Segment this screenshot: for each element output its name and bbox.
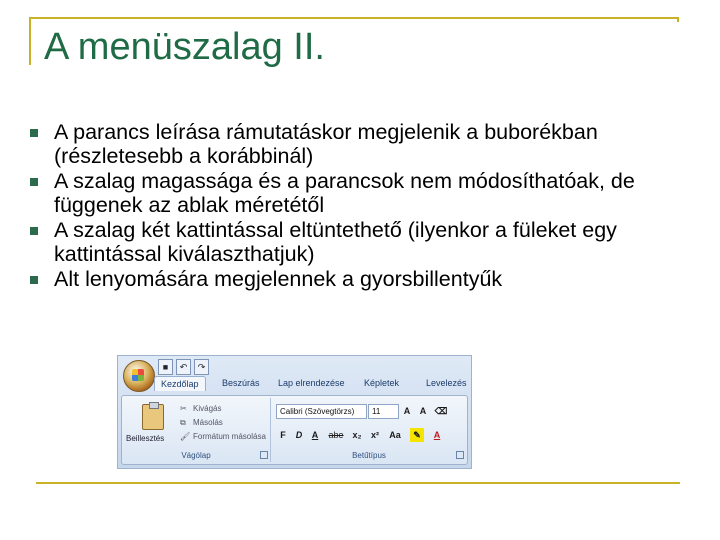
paste-button-label[interactable]: Beillesztés: [126, 434, 165, 443]
bottom-rule: [36, 482, 680, 484]
redo-icon[interactable]: ↷: [194, 359, 209, 375]
bullet-text: A szalag magassága és a parancsok nem módosíthatóak, de függenek az ablak méretétől: [54, 169, 635, 217]
tab-formulas[interactable]: Képletek: [364, 378, 400, 388]
font-group-label: Betűtípus: [352, 451, 386, 460]
clipboard-group-label: Vágólap: [181, 451, 211, 460]
tab-insert[interactable]: Beszúrás: [222, 378, 260, 388]
clear-format-icon[interactable]: ⌫: [434, 406, 448, 416]
clipboard-launcher-icon[interactable]: [260, 451, 268, 459]
save-icon[interactable]: ■: [158, 359, 173, 375]
subscript-button[interactable]: x₂: [352, 430, 362, 440]
format-painter-button[interactable]: [180, 432, 266, 441]
undo-icon[interactable]: ↶: [176, 359, 191, 375]
font-color-icon[interactable]: A: [433, 430, 441, 440]
font-launcher-icon[interactable]: [456, 451, 464, 459]
bullet-item: [30, 169, 710, 217]
quick-access-toolbar: [158, 359, 209, 375]
clipboard-group: [122, 398, 271, 462]
bullet-text: Alt lenyomására megjelennek a gyorsbillentyűk: [54, 267, 503, 291]
italic-button[interactable]: D: [295, 430, 303, 440]
cut-label: Kivágás: [193, 404, 222, 413]
scissors-icon: ✂: [180, 404, 187, 414]
cut-button[interactable]: [180, 404, 221, 413]
tab-page-layout[interactable]: Lap elrendezése: [278, 378, 345, 388]
paste-icon[interactable]: [142, 404, 164, 430]
ribbon-body: [121, 395, 468, 465]
bullet-item: [30, 120, 710, 168]
bold-button[interactable]: F: [280, 430, 286, 440]
office-button-icon[interactable]: [123, 360, 155, 392]
format-painter-label: Formátum másolása: [193, 432, 266, 441]
font-size-select[interactable]: 11: [368, 404, 399, 419]
superscript-button[interactable]: x²: [370, 430, 379, 440]
bullet-item: [30, 267, 710, 291]
underline-button[interactable]: A: [311, 430, 319, 440]
copy-button[interactable]: [180, 418, 223, 427]
bullet-text: A parancs leírása rámutatáskor megjelenik a buborékban (részletesebb a korábbinál): [54, 120, 598, 168]
bullet-square-icon: [30, 227, 38, 235]
frame-right-tick: [677, 17, 679, 22]
copy-icon: ⧉: [180, 418, 186, 428]
frame-left-line: [29, 17, 31, 65]
bullet-square-icon: [30, 276, 38, 284]
copy-label: Másolás: [193, 418, 223, 427]
shrink-font-icon[interactable]: A: [419, 406, 427, 416]
ribbon-screenshot: [117, 355, 472, 469]
brush-icon: 🖌: [180, 432, 191, 442]
bullet-square-icon: [30, 129, 38, 137]
highlight-color-icon[interactable]: ✎: [410, 428, 424, 442]
bullet-list: [30, 120, 710, 292]
tab-home[interactable]: Kezdőlap: [154, 376, 206, 391]
font-group: [272, 398, 466, 462]
strikethrough-button[interactable]: abe: [328, 430, 344, 440]
change-case-button[interactable]: Aa: [389, 430, 401, 440]
slide-title: A menüszalag II.: [44, 26, 325, 68]
bullet-text: A szalag két kattintással eltüntethető (ilyenkor a füleket egy kattintással kiválaszthatjuk): [54, 218, 617, 266]
bullet-item: [30, 218, 710, 266]
frame-top-line: [29, 17, 679, 19]
tab-mailings[interactable]: Levelezés: [426, 378, 467, 388]
bullet-square-icon: [30, 178, 38, 186]
grow-font-icon[interactable]: A: [403, 406, 411, 416]
font-name-select[interactable]: Calibri (Szövegtörzs): [276, 404, 367, 419]
ribbon-tabs: [154, 376, 471, 395]
